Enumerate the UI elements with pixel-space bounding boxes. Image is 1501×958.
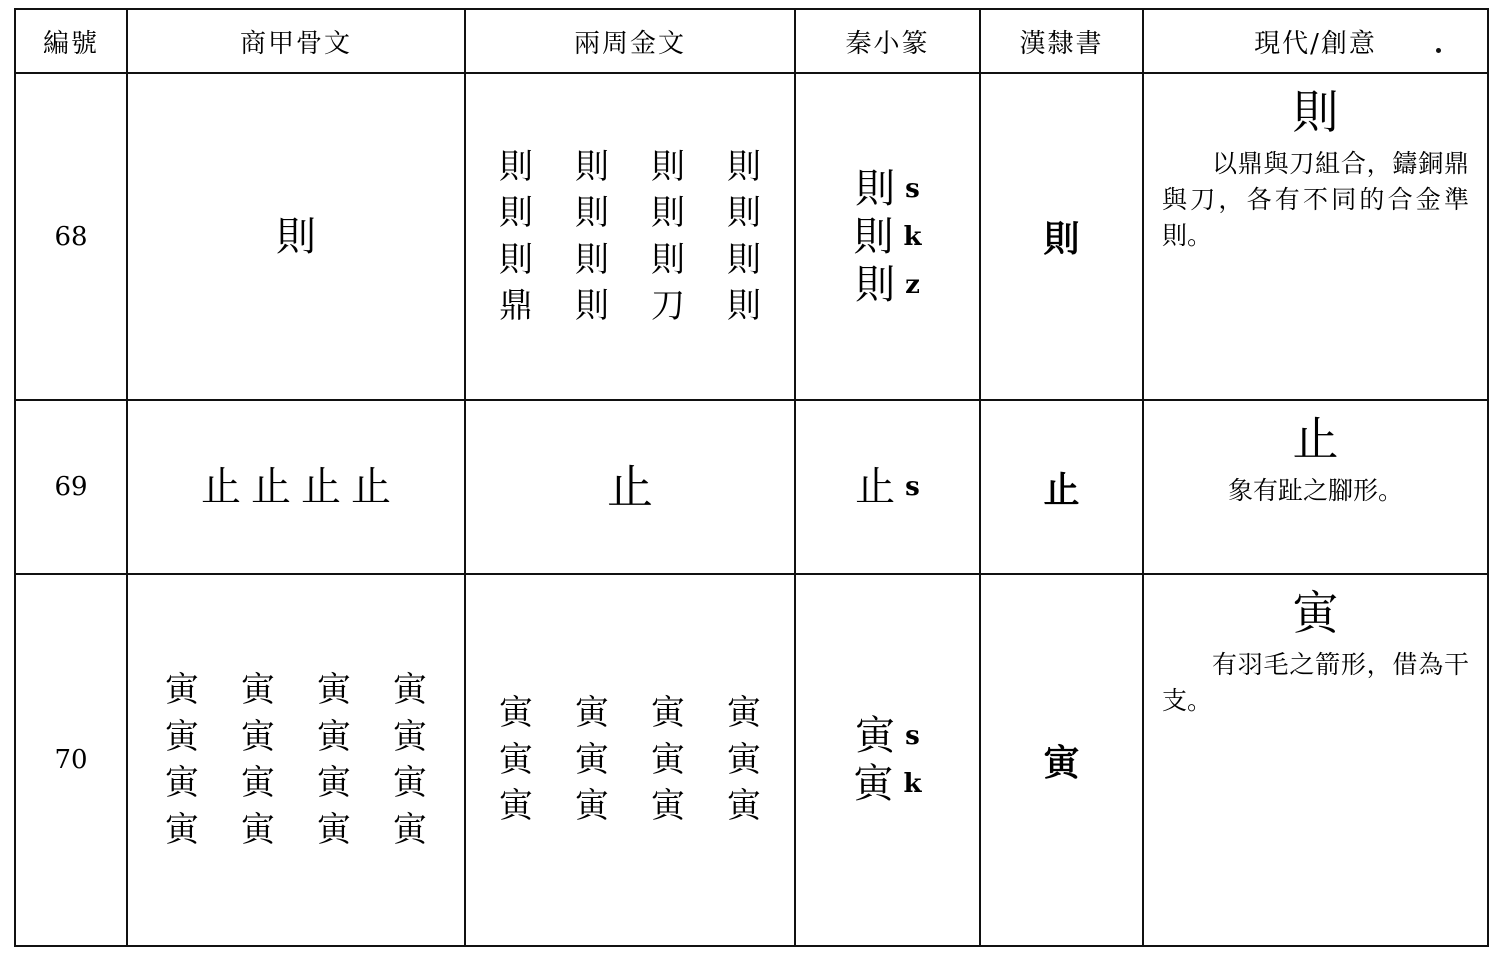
seal-glyph-stack	[796, 74, 979, 399]
table-row	[15, 73, 1488, 400]
bronze-glyph: 則	[499, 146, 533, 187]
bronze-glyph: 寅	[727, 739, 761, 780]
bronze-glyph: 則	[727, 193, 761, 233]
clerical-glyph: 則	[1043, 218, 1080, 260]
bronze-glyph: 鼎	[499, 286, 533, 326]
seal-script-cell	[795, 574, 980, 946]
modern-cell-inner	[1144, 74, 1487, 399]
bronze-glyph: 寅	[727, 786, 761, 827]
oracle-glyph: 寅	[241, 670, 275, 710]
bronze-glyph: 寅	[499, 739, 533, 780]
bronze-glyph: 止	[607, 459, 653, 514]
clerical-script-cell	[980, 574, 1143, 946]
seal-glyph: 則	[853, 213, 894, 260]
seal-entry	[855, 466, 920, 508]
seal-glyph-stack	[796, 575, 979, 945]
modern-explanation: 有羽毛之箭形，借為干支。	[1162, 649, 1469, 715]
seal-entry	[855, 165, 920, 212]
clerical-script-cell	[980, 73, 1143, 400]
bronze-glyph: 則	[651, 146, 685, 187]
column-header-oracle: 商甲骨文	[127, 9, 465, 73]
table-body	[15, 73, 1488, 946]
seal-entry	[853, 763, 921, 805]
bronze-glyph: 則	[727, 146, 761, 187]
table-row	[15, 574, 1488, 946]
bronze-glyph: 寅	[575, 786, 609, 827]
bronze-glyph: 寅	[499, 693, 533, 734]
oracle-glyph: 寅	[165, 809, 199, 850]
seal-entry	[855, 261, 920, 308]
modern-explanation: 象有趾之腳形。	[1227, 475, 1403, 505]
seal-romanization: s	[905, 721, 920, 751]
stray-dot-mark	[1436, 48, 1441, 53]
bronze-script-cell	[465, 400, 795, 574]
bronze-glyph: 寅	[575, 739, 609, 780]
table-header	[15, 9, 1488, 73]
bronze-glyph: 則	[727, 239, 761, 280]
table-header-row	[15, 9, 1488, 73]
bronze-glyph: 刀	[651, 286, 685, 326]
oracle-glyph: 則	[276, 213, 316, 260]
oracle-glyph: 寅	[393, 716, 427, 757]
column-header-modern: 現代/創意	[1143, 9, 1488, 73]
oracle-glyph: 寅	[393, 809, 427, 850]
oracle-glyph: 止	[201, 464, 241, 510]
oracle-glyph: 止	[351, 464, 391, 510]
bronze-script-cell	[465, 73, 795, 400]
oracle-glyph: 寅	[317, 809, 351, 850]
modern-character: 寅	[1292, 586, 1339, 640]
bronze-glyph: 寅	[651, 693, 685, 734]
seal-glyph: 寅	[853, 761, 894, 807]
oracle-bone-cell	[127, 574, 465, 946]
modern-meaning-cell	[1143, 73, 1488, 400]
oracle-glyph: 寅	[317, 716, 351, 757]
bronze-glyph-grid	[466, 575, 794, 945]
seal-script-cell	[795, 400, 980, 574]
seal-romanization: k	[903, 221, 922, 252]
bronze-glyph: 寅	[727, 693, 761, 734]
seal-romanization: k	[903, 769, 922, 799]
seal-glyph: 則	[855, 165, 896, 212]
bronze-glyph-grid	[466, 74, 794, 399]
oracle-glyph: 寅	[241, 763, 275, 803]
oracle-glyph: 寅	[165, 763, 199, 803]
seal-romanization: s	[905, 472, 920, 502]
bronze-glyph: 寅	[499, 786, 533, 827]
column-header-bronze: 兩周金文	[465, 9, 795, 73]
row-number: 68	[15, 73, 127, 400]
seal-romanization: s	[905, 173, 920, 204]
seal-script-cell	[795, 73, 980, 400]
oracle-glyph: 寅	[165, 716, 199, 757]
column-header-number: 編號	[15, 9, 127, 73]
modern-meaning-cell	[1143, 574, 1488, 946]
modern-character: 則	[1292, 85, 1339, 139]
bronze-glyph: 則	[575, 146, 609, 187]
bronze-glyph: 則	[651, 239, 685, 280]
seal-entry	[855, 715, 920, 757]
oracle-glyph-grid	[128, 74, 464, 399]
oracle-bone-cell	[127, 400, 465, 574]
oracle-glyph: 寅	[317, 670, 351, 710]
oracle-glyph: 寅	[241, 809, 275, 850]
bronze-glyph: 則	[499, 239, 533, 280]
row-number: 70	[15, 574, 127, 946]
bronze-glyph-grid	[466, 401, 794, 573]
column-header-clerical: 漢隸書	[980, 9, 1143, 73]
bronze-script-cell	[465, 574, 795, 946]
clerical-script-cell	[980, 400, 1143, 574]
modern-meaning-cell	[1143, 400, 1488, 574]
clerical-glyph: 止	[1043, 468, 1080, 511]
table-row	[15, 400, 1488, 574]
bronze-glyph: 則	[499, 193, 533, 233]
oracle-glyph: 寅	[241, 716, 275, 757]
oracle-glyph-grid	[128, 575, 464, 945]
seal-entry	[853, 213, 922, 260]
seal-glyph: 止	[855, 464, 896, 510]
modern-character: 止	[1292, 412, 1339, 466]
bronze-glyph: 則	[575, 193, 609, 233]
bronze-glyph: 則	[575, 239, 609, 280]
oracle-glyph: 止	[301, 464, 341, 510]
oracle-bone-cell	[127, 73, 465, 400]
oracle-glyph-grid	[128, 401, 464, 573]
oracle-glyph: 寅	[393, 670, 427, 710]
seal-glyph: 寅	[855, 713, 896, 759]
seal-romanization: z	[905, 269, 920, 300]
bronze-glyph: 則	[651, 193, 685, 233]
column-header-seal: 秦小篆	[795, 9, 980, 73]
chinese-character-evolution-table	[14, 8, 1489, 947]
oracle-glyph: 止	[251, 464, 291, 510]
bronze-glyph: 寅	[651, 739, 685, 780]
document-page	[0, 8, 1501, 958]
bronze-glyph: 寅	[651, 786, 685, 827]
clerical-glyph: 寅	[1043, 741, 1080, 784]
bronze-glyph: 則	[575, 286, 609, 326]
oracle-glyph: 寅	[165, 670, 199, 710]
modern-cell-inner	[1144, 575, 1487, 945]
bronze-glyph: 寅	[575, 693, 609, 734]
oracle-glyph: 寅	[317, 763, 351, 803]
oracle-glyph: 寅	[393, 763, 427, 803]
row-number: 69	[15, 400, 127, 574]
seal-glyph: 則	[855, 261, 896, 308]
bronze-glyph: 則	[727, 286, 761, 326]
modern-cell-inner	[1144, 401, 1487, 573]
seal-glyph-stack	[796, 401, 979, 573]
modern-explanation: 以鼎與刀組合，鑄銅鼎與刀，各有不同的合金準則。	[1162, 148, 1469, 250]
